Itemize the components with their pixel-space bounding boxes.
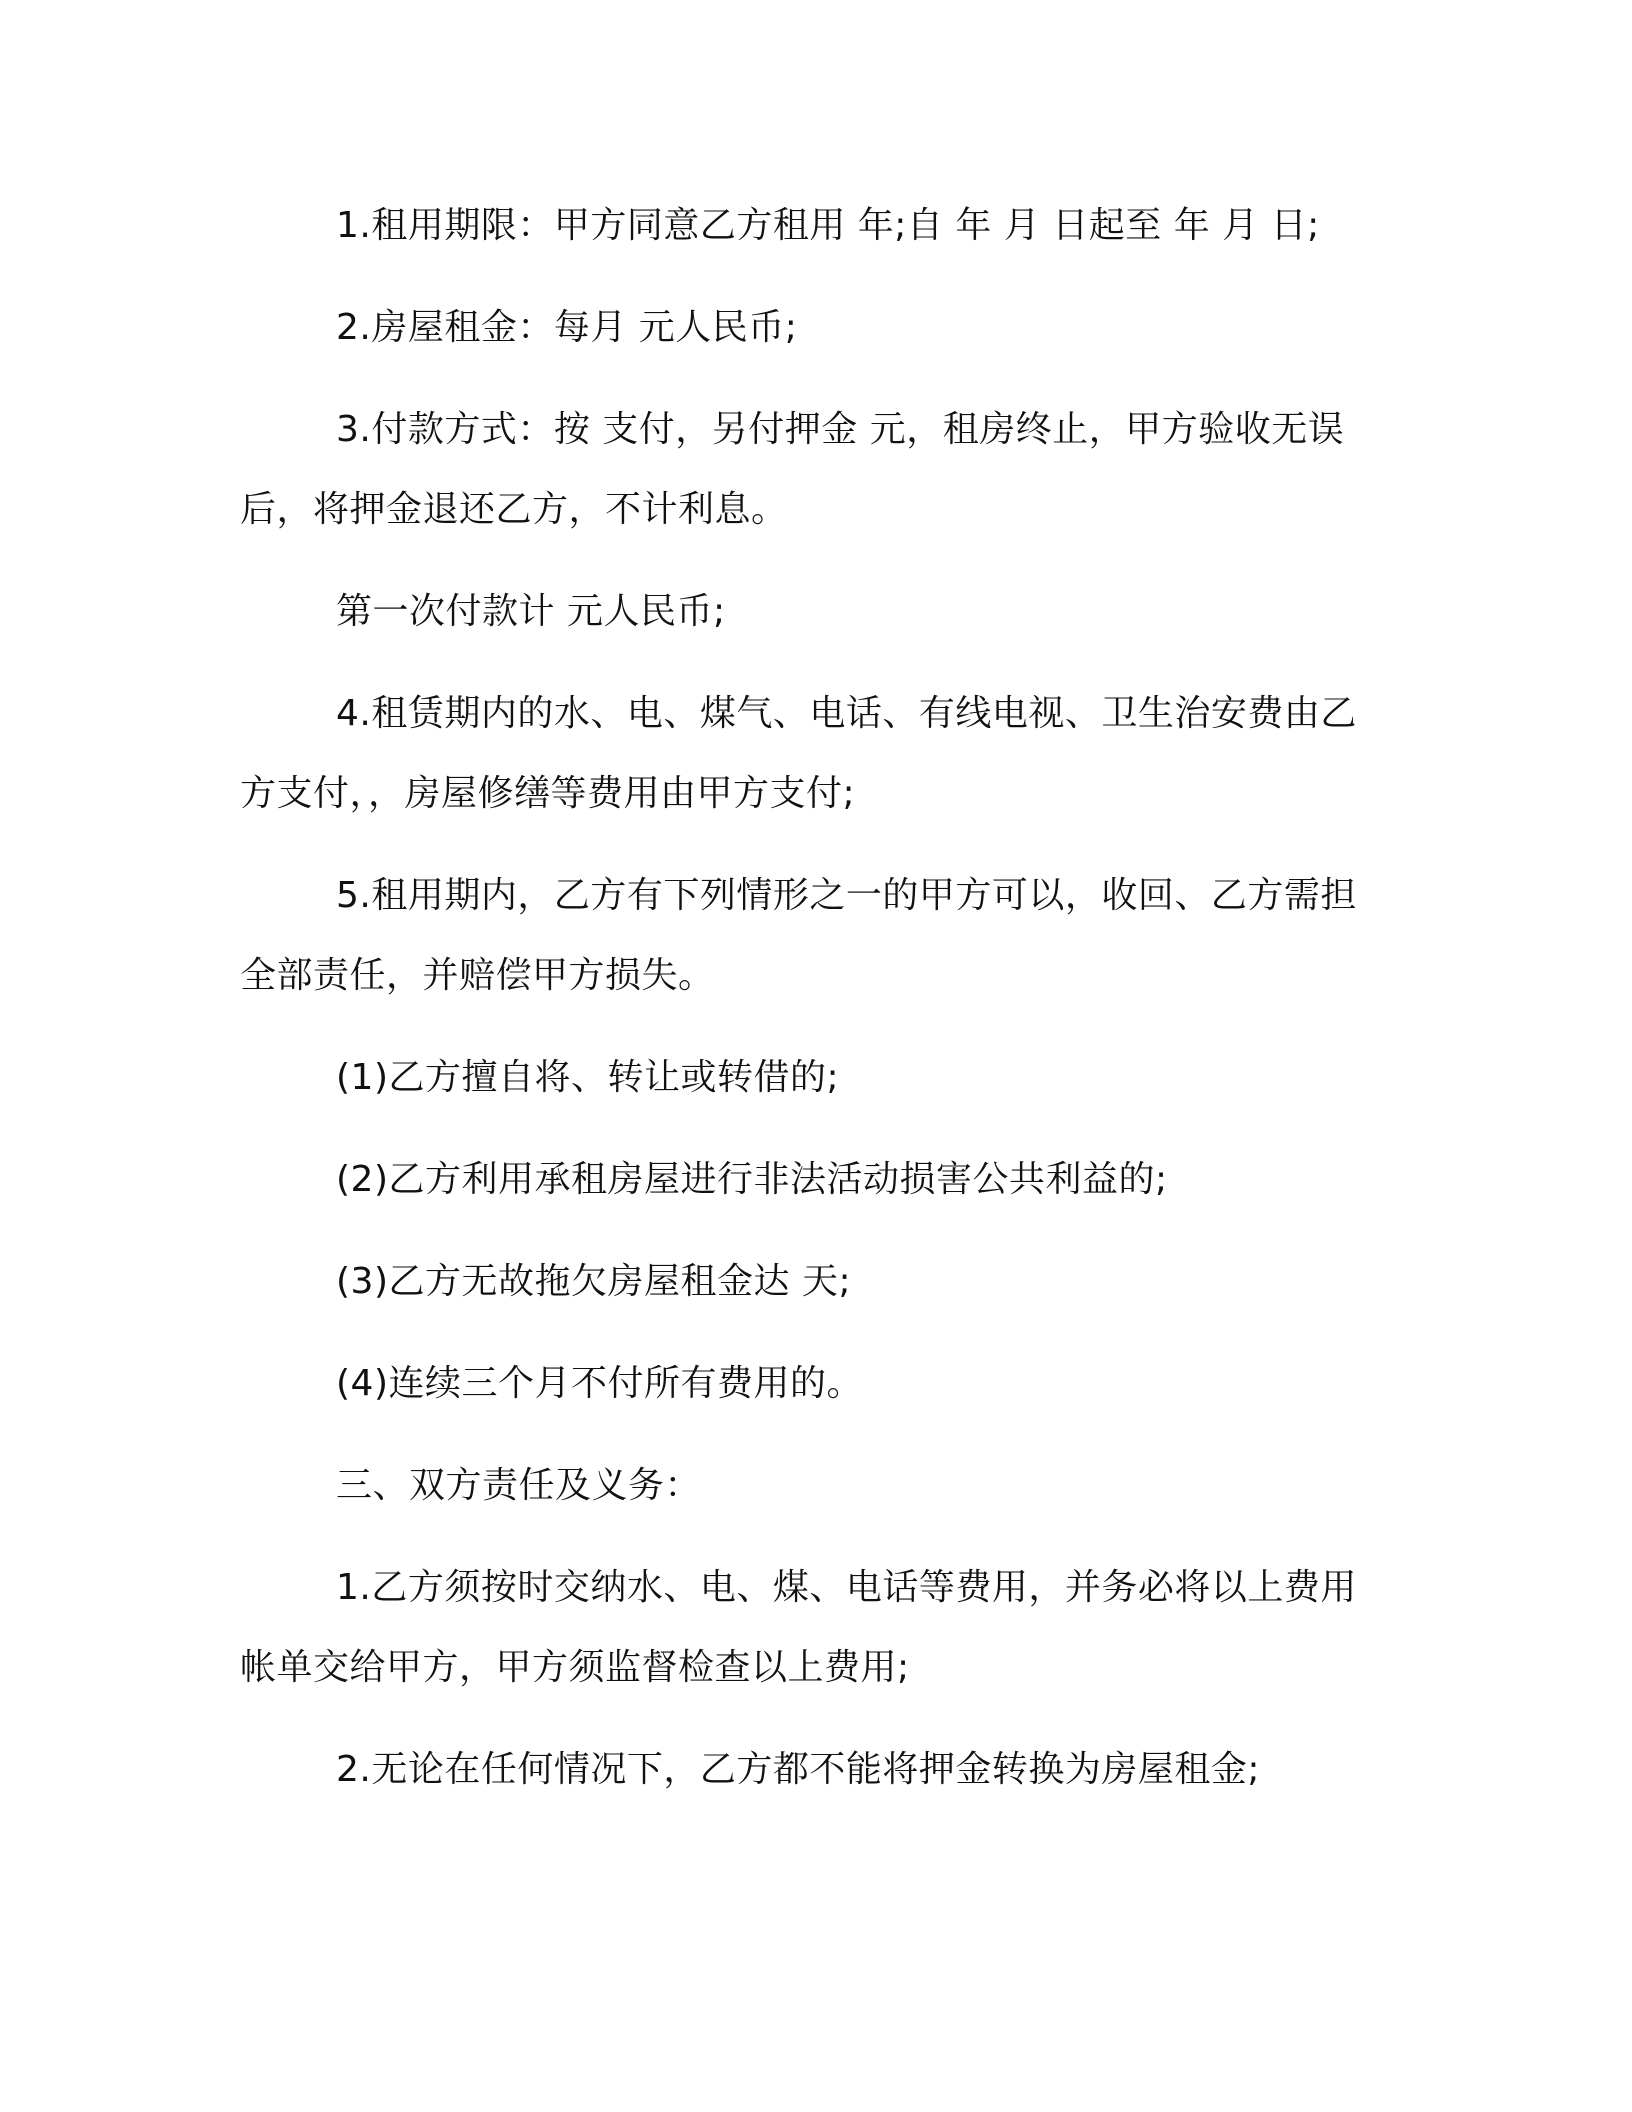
termination-item-2: (2)乙方利用承租房屋进行非法活动损害公共利益的; bbox=[336, 1159, 1168, 1200]
clause-termination: 5.租用期内，乙方有下列情形之一的甲方可以，收回、乙方需担全部责任，并赔偿甲方损失。 bbox=[240, 875, 1357, 996]
clause-payment-method: 3.付款方式：按 支付，另付押金 元，租房终止，甲方验收无误后，将押金退还乙方，不计利息。 bbox=[240, 409, 1345, 530]
responsibility-item-1: 1.乙方须按时交纳水、电、煤、电话等费用，并务必将以上费用帐单交给甲方，甲方须监督检查以上费用; bbox=[240, 1567, 1357, 1688]
clause-utilities: 4.租赁期内的水、电、煤气、电话、有线电视、卫生治安费由乙方支付，，房屋修缮等费用由甲方支付; bbox=[240, 693, 1357, 814]
termination-item-4: (4)连续三个月不付所有费用的。 bbox=[336, 1363, 863, 1404]
clause-rent: 2.房屋租金：每月 元人民币; bbox=[336, 307, 798, 348]
clause-lease-term: 1.租用期限：甲方同意乙方租用 年;自 年 月 日起至 年 月 日; bbox=[336, 205, 1320, 246]
termination-item-3: (3)乙方无故拖欠房屋租金达 天; bbox=[336, 1261, 852, 1302]
section-heading-responsibilities: 三、双方责任及义务： bbox=[336, 1465, 702, 1506]
responsibility-item-2: 2.无论在任何情况下，乙方都不能将押金转换为房屋租金; bbox=[336, 1749, 1260, 1790]
document-body bbox=[240, 186, 1370, 1810]
clause-first-payment: 第一次付款计 元人民币; bbox=[336, 591, 726, 632]
termination-item-1: (1)乙方擅自将、转让或转借的; bbox=[336, 1057, 840, 1098]
